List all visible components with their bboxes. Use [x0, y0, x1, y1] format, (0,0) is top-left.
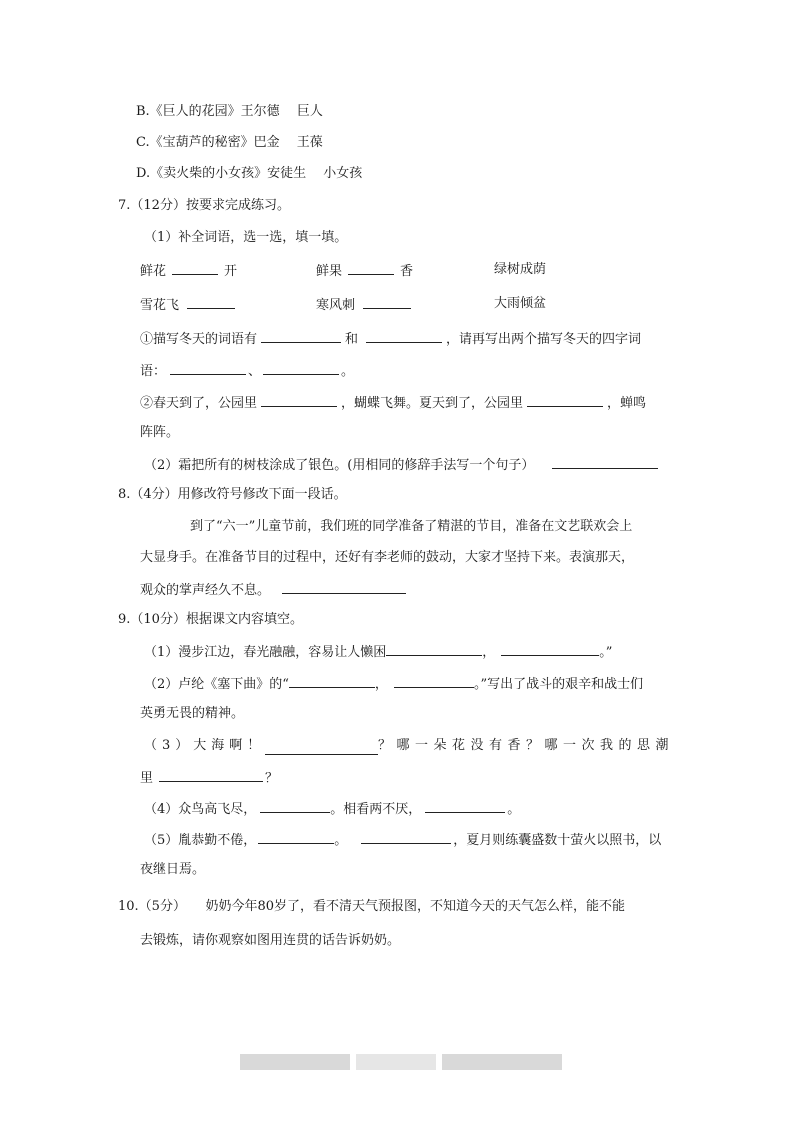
blank[interactable] [263, 361, 339, 375]
q7-part1: （1）补全词语，选一选，填一填。 [144, 230, 348, 245]
blank[interactable] [361, 830, 451, 844]
q7-choice-1-cont: 语： 、 。 [140, 361, 354, 381]
q7-choice-1: ①描写冬天的词语有 和 ，请再写出两个描写冬天的四字词 [140, 329, 641, 349]
q9-item-3: （3）大海啊！ ？哪一朵花没有香？哪一次我的思潮 [144, 738, 674, 753]
blank[interactable] [261, 329, 341, 343]
blank[interactable] [260, 799, 330, 813]
q7-word-5: 寒风刺 [316, 295, 411, 315]
q7-part2: （2）霜把所有的树枝涂成了银色。(用相同的修辞手法写一个句子） [144, 455, 658, 475]
q9-item-4: （4）众鸟高飞尽， 。相看两不厌， 。 [144, 799, 520, 819]
blank[interactable] [394, 674, 474, 688]
q7-heading: 7.（12分）按要求完成练习。 [118, 198, 290, 213]
blank[interactable] [501, 642, 599, 656]
blank[interactable] [261, 393, 337, 407]
q6-option-c: C.《宝葫芦的秘密》巴金 王葆 [136, 135, 323, 150]
blank[interactable] [425, 799, 505, 813]
blank[interactable] [289, 674, 375, 688]
blank[interactable] [366, 329, 442, 343]
q9-heading: 9.（10分）根据课文内容填空。 [118, 612, 303, 627]
q9-item-1: （1）漫步江边，春光融融，容易让人懒困 ， 。” [144, 642, 612, 662]
q9-item-3-cont: 里 ？ [140, 768, 278, 788]
q10-line-2: 去锻炼，请你观察如图用连贯的话告诉奶奶。 [140, 933, 401, 948]
q8-paragraph-line-1: 到了“六一”儿童节前，我们班的同学准备了精湛的节目，准备在文艺联欢会上 [190, 519, 633, 534]
blank[interactable] [258, 830, 334, 844]
q7-word-6: 大雨倾盆 [494, 296, 547, 311]
q9-item-2: （2）卢纶《塞下曲》的“ ， 。”写出了战斗的艰辛和战士们 [144, 674, 643, 694]
q8-paragraph-line-2: 大显身手。在准备节目的过程中，还好有李老师的鼓动，大家才坚持下来。表演那天， [140, 550, 635, 565]
q9-item-5: （5）胤恭勤不倦， 。 ，夏月则练囊盛数十萤火以照书，以 [144, 830, 661, 850]
q6-option-d: D.《卖火柴的小女孩》安徒生 小女孩 [136, 166, 363, 181]
blank[interactable] [172, 261, 218, 275]
blank[interactable] [348, 261, 394, 275]
blank[interactable] [282, 580, 406, 594]
q7-word-3: 绿树成荫 [494, 262, 547, 277]
q9-item-5-cont: 夜继日焉。 [140, 862, 206, 877]
blank[interactable] [170, 361, 246, 375]
blank[interactable] [552, 455, 658, 469]
blank[interactable] [386, 642, 482, 656]
blank[interactable] [527, 393, 603, 407]
blank[interactable] [363, 295, 411, 309]
q7-choice-2-cont: 阵阵。 [140, 425, 180, 440]
q7-word-1: 鲜花 开 [140, 261, 237, 281]
blank[interactable] [159, 768, 263, 782]
blank[interactable] [265, 741, 378, 755]
q8-paragraph-line-3: 观众的掌声经久不息。 [140, 580, 406, 600]
footer-watermark [240, 1054, 562, 1070]
blank[interactable] [187, 295, 235, 309]
q8-heading: 8.（4分）用修改符号修改下面一段话。 [118, 487, 347, 502]
q7-choice-2: ②春天到了，公园里 ，蝴蝶飞舞。夏天到了，公园里 ，蝉鸣 [140, 393, 646, 413]
q10-line-1: 10.（5分） 奶奶今年80岁了，看不清天气预报图，不知道今天的天气怎么样，能不能 [118, 899, 625, 914]
q9-item-2-cont: 英勇无畏的精神。 [140, 706, 245, 721]
q6-option-b: B.《巨人的花园》王尔德 巨人 [136, 104, 323, 119]
q7-word-4: 雪花飞 [140, 295, 235, 315]
q7-word-2: 鲜果 香 [316, 261, 413, 281]
